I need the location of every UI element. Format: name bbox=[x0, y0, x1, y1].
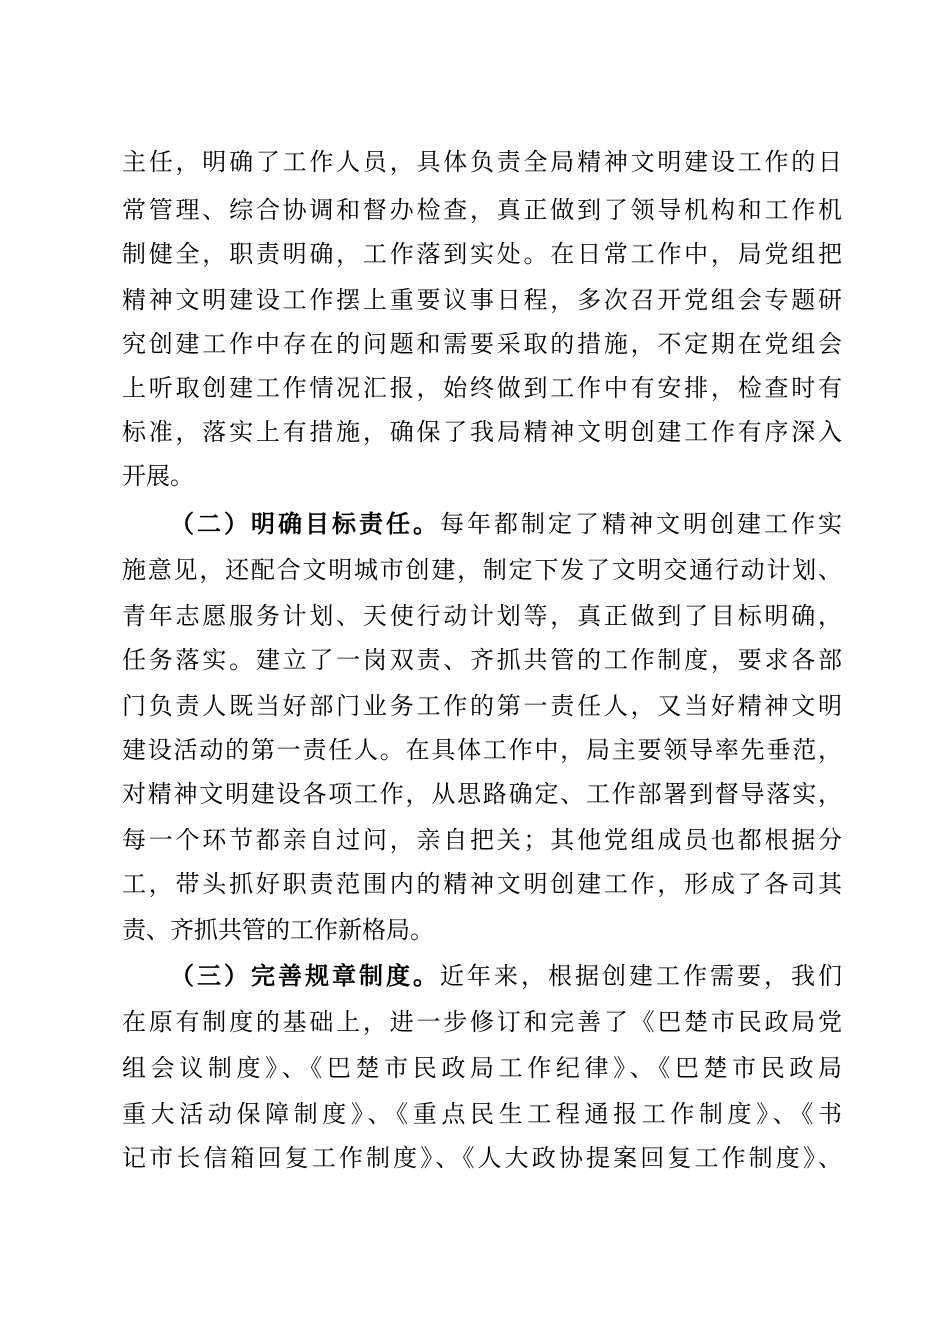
section-3-heading: （三）完善规章制度。 bbox=[170, 961, 440, 990]
paragraph-line: 常管理、综合协调和督办检查，真正做到了领导机构和工作机 bbox=[122, 196, 842, 224]
paragraph-line: 建设活动的第一责任人。在具体工作中，局主要领导率先垂范， bbox=[122, 736, 842, 764]
section-3-first-line bbox=[170, 954, 842, 998]
paragraph-line: 标准，落实上有措施，确保了我局精神文明创建工作有序深入 bbox=[122, 418, 842, 446]
paragraph-line: 开展。 bbox=[122, 462, 194, 490]
section-2-first-line-text: 每年都制定了精神文明创建工作实 bbox=[440, 510, 842, 538]
paragraph-line: 组会议制度》、《巴楚市民政局工作纪律》、《巴楚市民政局 bbox=[122, 1054, 842, 1082]
section-2-heading: （二）明确目标责任。 bbox=[170, 509, 440, 538]
paragraph-line: 任务落实。建立了一岗双责、齐抓共管的工作制度，要求各部 bbox=[122, 646, 842, 674]
paragraph-line: 门负责人既当好部门业务工作的第一责任人，又当好精神文明 bbox=[122, 692, 842, 720]
section-2-first-line bbox=[170, 502, 842, 546]
paragraph-line: 记市长信箱回复工作制度》、《人大政协提案回复工作制度》、 bbox=[122, 1144, 842, 1172]
section-3-first-line-text: 近年来，根据创建工作需要，我们 bbox=[440, 962, 842, 990]
paragraph-line: 每一个环节都亲自过问，亲自把关；其他党组成员也都根据分 bbox=[122, 826, 842, 854]
paragraph-line: 究创建工作中存在的问题和需要采取的措施，不定期在党组会 bbox=[122, 330, 842, 358]
paragraph-line: 责、齐抓共管的工作新格局。 bbox=[122, 916, 434, 944]
paragraph-line: 在原有制度的基础上，进一步修订和完善了《巴楚市民政局党 bbox=[122, 1008, 842, 1036]
paragraph-line: 对精神文明建设各项工作，从思路确定、工作部署到督导落实， bbox=[122, 780, 842, 808]
paragraph-line: 精神文明建设工作摆上重要议事日程，多次召开党组会专题研 bbox=[122, 286, 842, 314]
paragraph-line: 施意见，还配合文明城市创建，制定下发了文明交通行动计划、 bbox=[122, 556, 842, 584]
paragraph-line: 主任，明确了工作人员，具体负责全局精神文明建设工作的日 bbox=[122, 148, 842, 176]
paragraph-line: 青年志愿服务计划、天使行动计划等，真正做到了目标明确， bbox=[122, 602, 842, 630]
paragraph-line: 制健全，职责明确，工作落到实处。在日常工作中，局党组把 bbox=[122, 240, 842, 268]
paragraph-line: 工，带头抓好职责范围内的精神文明创建工作，形成了各司其 bbox=[122, 870, 842, 898]
paragraph-line: 重大活动保障制度》、《重点民生工程通报工作制度》、《书 bbox=[122, 1100, 842, 1128]
paragraph-line: 上听取创建工作情况汇报，始终做到工作中有安排，检查时有 bbox=[122, 374, 842, 402]
